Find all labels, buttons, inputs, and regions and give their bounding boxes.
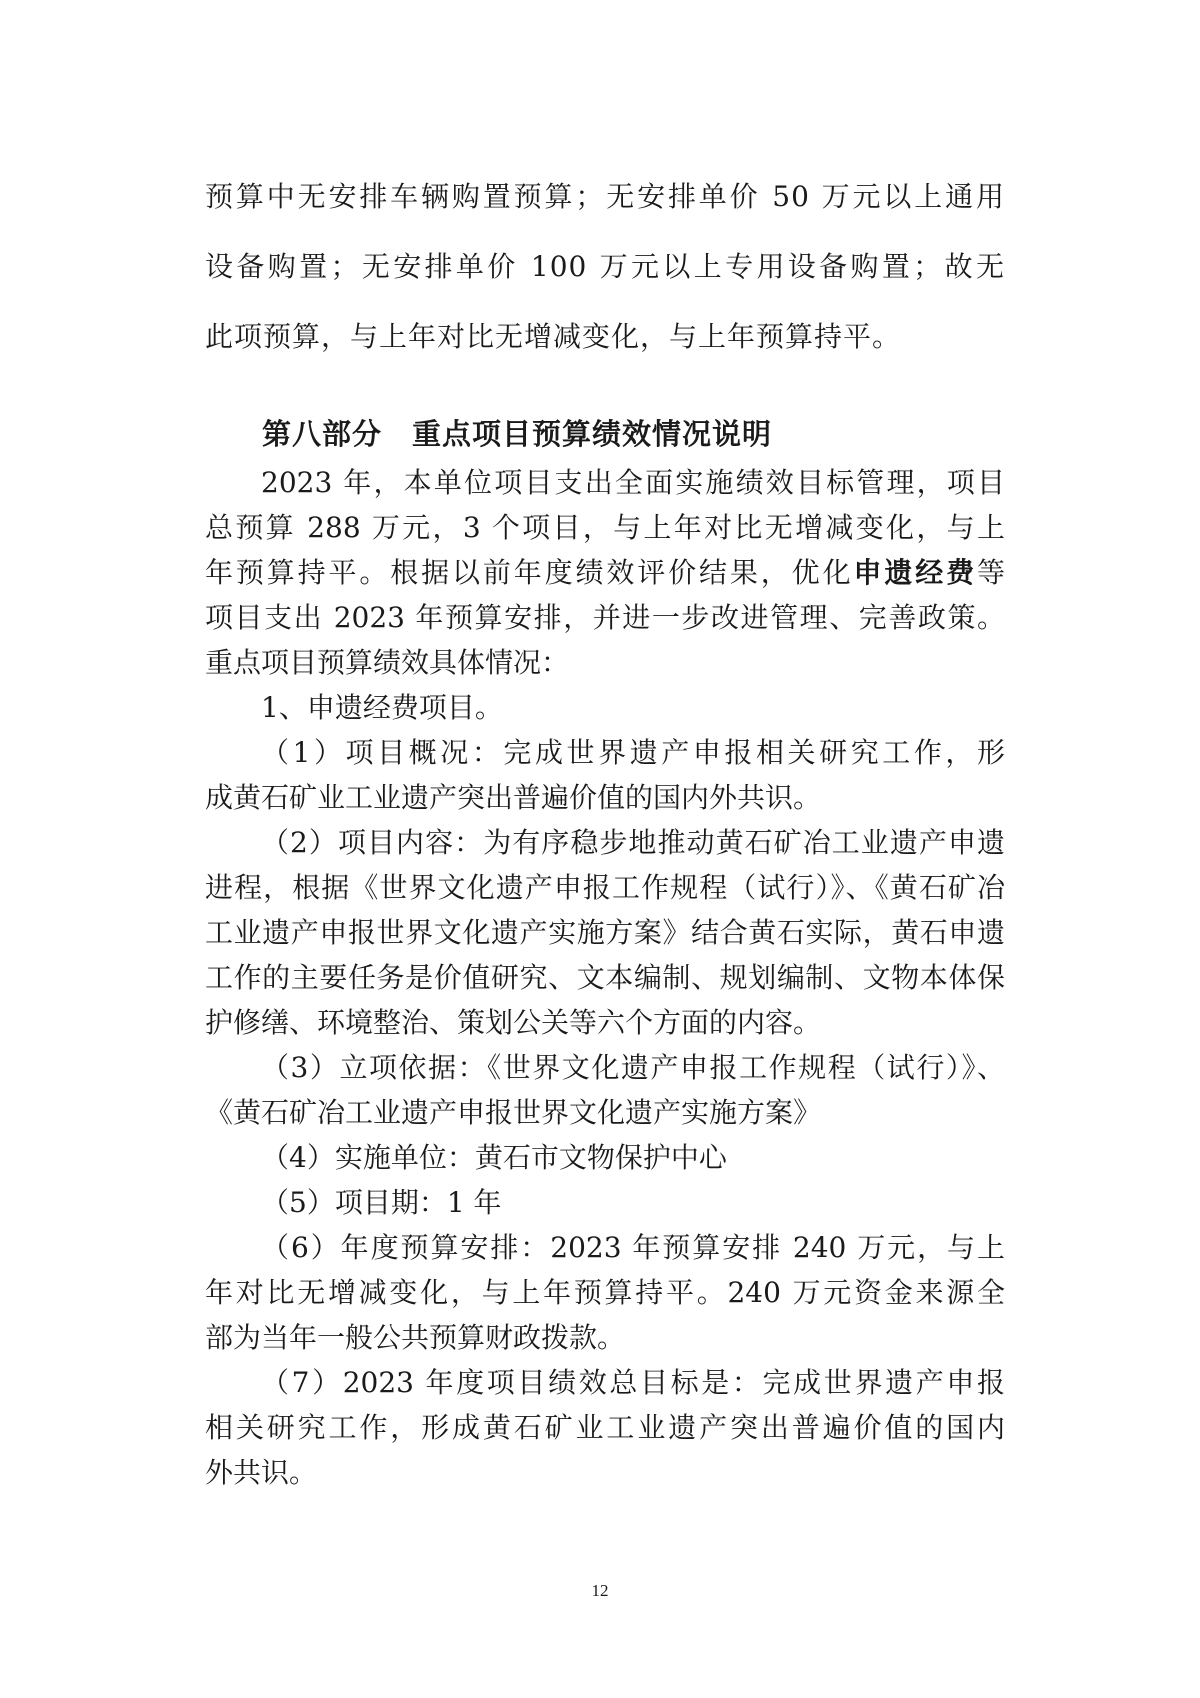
content-line: （2）项目内容：为有序稳步地推动黄石矿冶工业遗产申遗 (261, 826, 1005, 859)
period-line: （5）项目期：1 年 (261, 1186, 502, 1219)
body-line: 2023 年，本单位项目支出全面实施绩效目标管理，项目 (261, 466, 1005, 499)
body-text-segment: 等 (976, 556, 1005, 589)
budget-line: 年对比无增减变化，与上年预算持平。240 万元资金来源全 (205, 1276, 1005, 1309)
intro-line: 预算中无安排车辆购置预算；无安排单价 50 万元以上通用 (205, 180, 1005, 213)
bold-term: 申遗经费 (853, 556, 977, 589)
intro-line: 此项预算，与上年对比无增减变化，与上年预算持平。 (205, 320, 902, 353)
content-line: 工作的主要任务是价值研究、文本编制、规划编制、文物本体保 (205, 961, 1005, 994)
body-line: 重点项目预算绩效具体情况： (205, 646, 570, 679)
section-part-label: 第八部分 (262, 417, 383, 451)
content-line: 工业遗产申报世界文化遗产实施方案》结合黄石实际，黄石申遗 (205, 916, 1005, 949)
body-line: 项目支出 2023 年预算安排，并进一步改进管理、完善政策。 (205, 601, 1005, 634)
section-title-text: 重点项目预算绩效情况说明 (412, 417, 773, 451)
page-number: 12 (591, 1581, 609, 1600)
budget-line: 部为当年一般公共预算财政拨款。 (205, 1321, 626, 1354)
intro-line: 设备购置；无安排单价 100 万元以上专用设备购置；故无 (205, 250, 1005, 283)
body-text (205, 460, 1005, 1495)
basis-line: 《黄石矿冶工业遗产申报世界文化遗产实施方案》 (205, 1096, 822, 1129)
goal-line: 外共识。 (205, 1456, 318, 1489)
content-line: 进程，根据《世界文化遗产申报工作规程（试行）》、《黄石矿冶 (205, 871, 1005, 904)
unit-line: （4）实施单位：黄石市文物保护中心 (261, 1141, 727, 1174)
overview-line: 成黄石矿业工业遗产突出普遍价值的国内外共识。 (205, 781, 822, 814)
body-text-segment: 年预算持平。根据以前年度绩效评价结果，优化 (205, 556, 854, 589)
goal-line: 相关研究工作，形成黄石矿业工业遗产突出普遍价值的国内 (205, 1411, 1005, 1444)
item-heading: 1、申遗经费项目。 (261, 691, 503, 724)
goal-line: （7）2023 年度项目绩效总目标是：完成世界遗产申报 (261, 1366, 1005, 1399)
intro-paragraph (205, 162, 1005, 372)
budget-line: （6）年度预算安排：2023 年预算安排 240 万元，与上 (261, 1231, 1005, 1264)
body-line: 总预算 288 万元，3 个项目，与上年对比无增减变化，与上 (205, 511, 1005, 544)
body-line-with-bold (205, 550, 1005, 595)
content-line: 护修缮、环境整治、策划公关等六个方面的内容。 (205, 1006, 822, 1039)
overview-line: （1）项目概况：完成世界遗产申报相关研究工作，形 (261, 736, 1005, 769)
section-heading (262, 412, 772, 457)
basis-line: （3）立项依据：《世界文化遗产申报工作规程（试行）》、 (261, 1051, 1005, 1084)
